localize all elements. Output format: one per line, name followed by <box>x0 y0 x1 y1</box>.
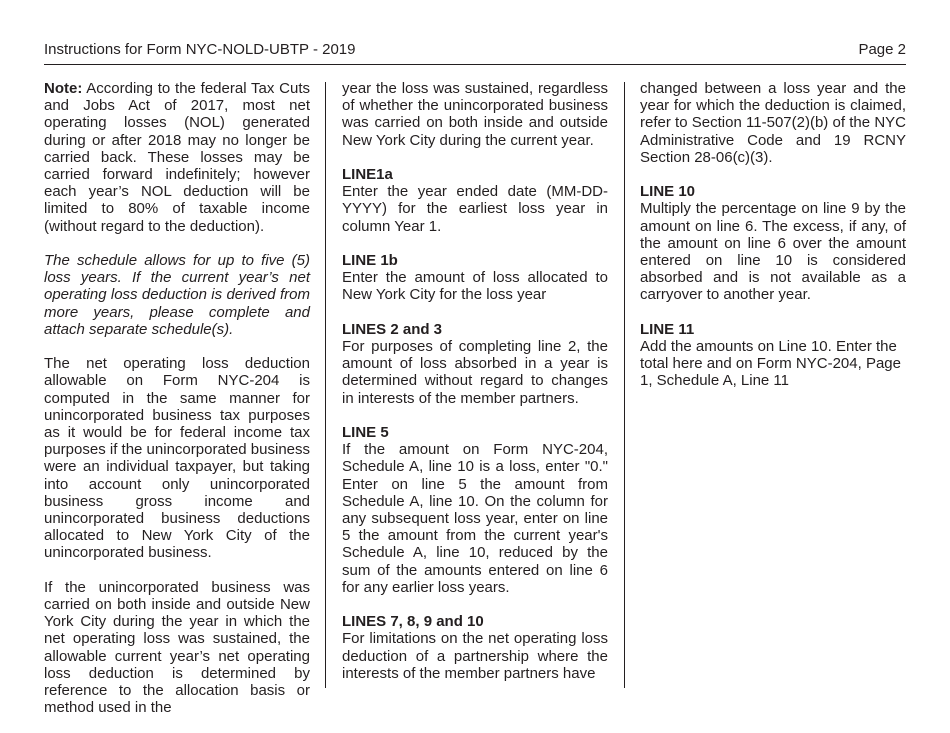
line5-text: If the amount on Form NYC-204, Schedule A, line 10 is a loss, enter "0." Enter on line 5 the amount from Schedule A, line 10. On the column for any subsequent loss year, enter on line 5 the amount from the current year's Schedule A, line 10, reduced by the sum of the amounts entered on line 6 for any earlier loss years. <box>342 441 608 596</box>
lines7-10-text: For limitations on the net operating loss deduction of a partnership where the interests of the member partners have <box>342 630 608 682</box>
lines7-10-heading: LINES 7, 8, 9 and 10 <box>342 613 484 631</box>
schedule-note: The schedule allows for up to five (5) loss years. If the current year’s net operating loss deduction is derived from more years, please complete and attach separate schedule(s). <box>44 252 310 338</box>
note-paragraph <box>44 80 310 235</box>
header-rule <box>44 64 906 65</box>
page-header <box>44 40 906 60</box>
column-3 <box>640 80 906 390</box>
line10-heading: LINE 10 <box>640 183 696 201</box>
line1a-text: Enter the year ended date (MM-DD-YYYY) for the earliest loss year in column Year 1. <box>342 183 608 235</box>
note-text: According to the federal Tax Cuts and Jobs Act of 2017, most net operating losses (NOL) generated during or after 2018 may no longer be carried back. These losses may be carried forward indefinitely; however each year’s NOL deduction will be limited to 80% of taxable income (without regard to the deduction). <box>44 80 310 235</box>
line1b-text: Enter the amount of loss allocated to New York City for the loss year <box>342 269 608 304</box>
column-2 <box>342 80 608 682</box>
column-divider-1 <box>325 82 326 688</box>
note-label: Note: <box>44 80 83 97</box>
allocation-paragraph-start: If the unincorporated business was carried on both inside and outside New York City during the year in which the net operating loss was sustained, the allowable current year’s net operating loss deduction is determined by reference to the allocation basis or method used in the <box>44 578 310 717</box>
line1a-heading: LINE1a <box>342 166 393 183</box>
line1b-heading: LINE 1b <box>342 252 398 269</box>
allocation-paragraph-end: year the loss was sustained, regardless of whether the unincorporated business was carried on both inside and outside New York City during the current year. <box>342 80 608 149</box>
line5-heading: LINE 5 <box>342 424 389 441</box>
form-title: Instructions for Form NYC-NOLD-UBTP - 2019 <box>44 41 356 58</box>
computation-paragraph: The net operating loss deduction allowable on Form NYC-204 is computed in the same manner for unincorporated business tax purposes as it would be for federal income tax purposes if the unincorporated business were an individual taxpayer, but taking into account only unincorporated business gross income and unincorporated business deductions allocated to New York City of the unincorporated business. <box>44 355 311 562</box>
lines2-3-text: For purposes of completing line 2, the amount of loss absorbed in a year is determined without regard to changes in interests of the member partners. <box>342 338 608 407</box>
page-number: Page 2 <box>858 41 906 58</box>
column-1 <box>44 80 310 716</box>
lines2-3-heading: LINES 2 and 3 <box>342 320 443 338</box>
line11-heading: LINE 11 <box>640 320 695 338</box>
column-divider-2 <box>624 82 625 688</box>
line10-text: Multiply the percentage on line 9 by the amount on line 6. The excess, if any, of the amount on line 6 over the amount entered on line 10 is considered absorbed and is not available as a carryover to another year. <box>640 200 906 304</box>
lines7-10-continued: changed between a loss year and the year for which the deduction is claimed, refer to Section 11-507(2)(b) of the NYC Administrative Code and 19 RCNY Section 28-06(c)(3). <box>640 80 906 166</box>
line11-text: Add the amounts on Line 10. Enter the total here and on Form NYC-204, Page 1, Schedule A, Line 11 <box>640 338 901 390</box>
